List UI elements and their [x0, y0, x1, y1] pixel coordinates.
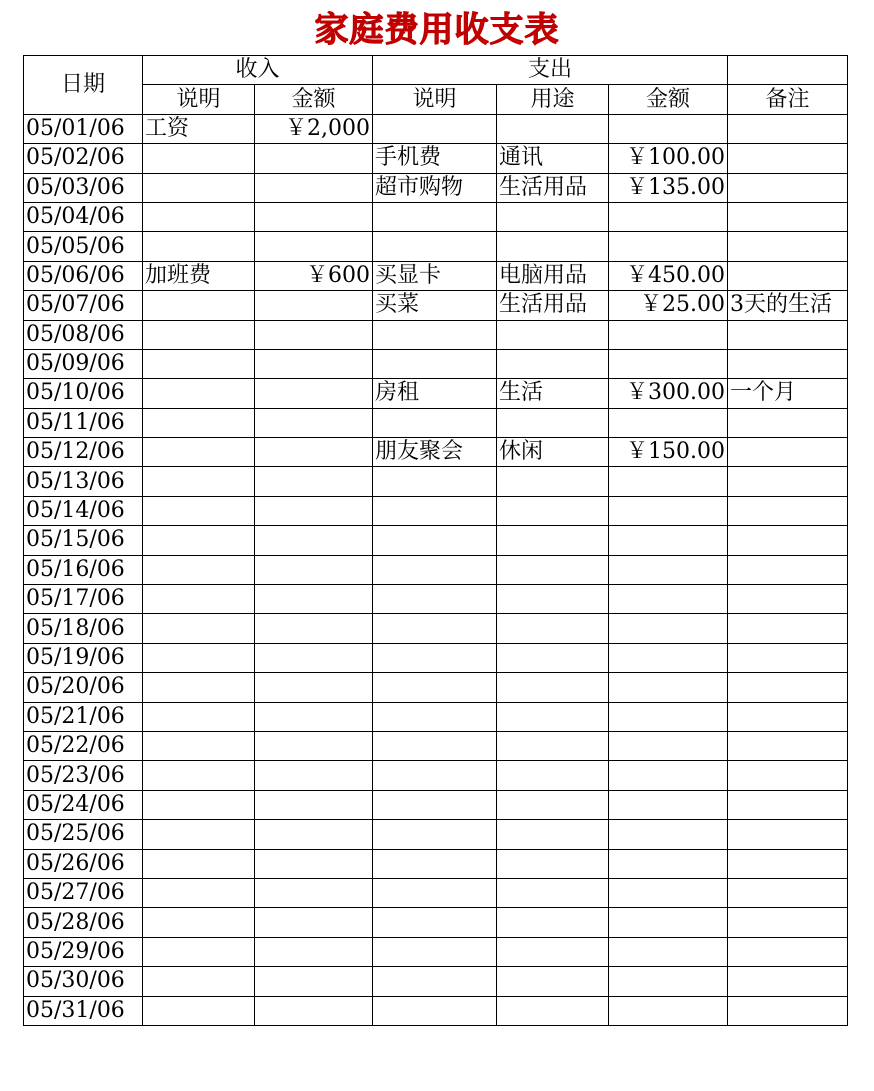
- header-income-desc[interactable]: 说明: [143, 85, 255, 114]
- expense-amount-cell[interactable]: [609, 731, 728, 760]
- expense-amount-cell[interactable]: [609, 996, 728, 1025]
- date-cell[interactable]: 05/21/06: [24, 702, 143, 731]
- date-cell[interactable]: 05/13/06: [24, 467, 143, 496]
- note-cell[interactable]: [728, 967, 848, 996]
- table-row: [24, 937, 848, 966]
- expense-amount-cell[interactable]: [609, 702, 728, 731]
- expense-use-cell[interactable]: [497, 702, 609, 731]
- date-cell[interactable]: 05/09/06: [24, 349, 143, 378]
- income-desc-cell[interactable]: 工资: [143, 114, 255, 143]
- table-row: [24, 173, 848, 202]
- table-row: [24, 320, 848, 349]
- date-cell[interactable]: 05/30/06: [24, 967, 143, 996]
- note-cell[interactable]: [728, 173, 848, 202]
- expense-desc-cell[interactable]: [373, 643, 497, 672]
- header-expense-use[interactable]: 用途: [497, 85, 609, 114]
- expense-desc-cell[interactable]: [373, 761, 497, 790]
- table-row: [24, 614, 848, 643]
- table-row: [24, 261, 848, 290]
- note-cell[interactable]: [728, 467, 848, 496]
- income-amount-cell[interactable]: [255, 673, 373, 702]
- expense-amount-cell[interactable]: [609, 320, 728, 349]
- table-row: [24, 114, 848, 143]
- note-cell[interactable]: [728, 114, 848, 143]
- expense-use-cell[interactable]: [497, 937, 609, 966]
- expense-use-cell[interactable]: [497, 820, 609, 849]
- table-row: [24, 996, 848, 1025]
- date-cell[interactable]: 05/08/06: [24, 320, 143, 349]
- note-cell[interactable]: [728, 702, 848, 731]
- income-amount-cell[interactable]: [255, 467, 373, 496]
- table-row: [24, 555, 848, 584]
- income-amount-cell[interactable]: [255, 555, 373, 584]
- date-cell[interactable]: 05/17/06: [24, 585, 143, 614]
- expense-amount-cell[interactable]: ￥100.00: [609, 144, 728, 173]
- expense-use-cell[interactable]: [497, 967, 609, 996]
- income-amount-cell[interactable]: [255, 585, 373, 614]
- table-row: [24, 731, 848, 760]
- header-row-sub: [24, 85, 848, 114]
- income-desc-cell[interactable]: [143, 996, 255, 1025]
- expense-amount-cell[interactable]: [609, 643, 728, 672]
- header-note[interactable]: 备注: [728, 85, 848, 114]
- income-desc-cell[interactable]: [143, 820, 255, 849]
- expense-amount-cell[interactable]: [609, 114, 728, 143]
- table-row: [24, 849, 848, 878]
- note-cell[interactable]: [728, 496, 848, 525]
- header-expense[interactable]: 支出: [373, 56, 728, 85]
- expense-desc-cell[interactable]: 买菜: [373, 291, 497, 320]
- expense-amount-cell[interactable]: [609, 526, 728, 555]
- income-amount-cell[interactable]: [255, 790, 373, 819]
- expense-use-cell[interactable]: [497, 585, 609, 614]
- date-cell[interactable]: 05/28/06: [24, 908, 143, 937]
- expense-desc-cell[interactable]: [373, 467, 497, 496]
- income-amount-cell[interactable]: [255, 849, 373, 878]
- date-cell[interactable]: 05/10/06: [24, 379, 143, 408]
- date-cell[interactable]: 05/01/06: [24, 114, 143, 143]
- income-desc-cell[interactable]: [143, 849, 255, 878]
- expense-desc-cell[interactable]: [373, 673, 497, 702]
- income-desc-cell[interactable]: [143, 467, 255, 496]
- note-cell[interactable]: [728, 526, 848, 555]
- table-row: [24, 908, 848, 937]
- date-cell[interactable]: 05/02/06: [24, 144, 143, 173]
- expense-desc-cell[interactable]: [373, 849, 497, 878]
- income-amount-cell[interactable]: [255, 643, 373, 672]
- expense-amount-cell[interactable]: [609, 614, 728, 643]
- income-amount-cell[interactable]: [255, 173, 373, 202]
- income-amount-cell[interactable]: [255, 761, 373, 790]
- income-amount-cell[interactable]: [255, 496, 373, 525]
- expense-use-cell[interactable]: [497, 614, 609, 643]
- expense-desc-cell[interactable]: [373, 114, 497, 143]
- income-amount-cell[interactable]: [255, 702, 373, 731]
- table-row: [24, 585, 848, 614]
- table-row: [24, 673, 848, 702]
- expense-amount-cell[interactable]: [609, 555, 728, 584]
- note-cell[interactable]: [728, 790, 848, 819]
- expense-desc-cell[interactable]: 买显卡: [373, 261, 497, 290]
- table-row: [24, 232, 848, 261]
- expense-desc-cell[interactable]: [373, 937, 497, 966]
- income-amount-cell[interactable]: [255, 996, 373, 1025]
- income-amount-cell[interactable]: [255, 731, 373, 760]
- date-cell[interactable]: 05/07/06: [24, 291, 143, 320]
- income-desc-cell[interactable]: [143, 144, 255, 173]
- expense-amount-cell[interactable]: [609, 761, 728, 790]
- expense-desc-cell[interactable]: [373, 790, 497, 819]
- expense-amount-cell[interactable]: [609, 849, 728, 878]
- income-desc-cell[interactable]: [143, 614, 255, 643]
- note-cell[interactable]: [728, 555, 848, 584]
- note-cell[interactable]: [728, 937, 848, 966]
- date-cell[interactable]: 05/11/06: [24, 408, 143, 437]
- expense-use-cell[interactable]: [497, 790, 609, 819]
- expense-use-cell[interactable]: [497, 467, 609, 496]
- date-cell[interactable]: 05/19/06: [24, 643, 143, 672]
- income-amount-cell[interactable]: ￥2,000: [255, 114, 373, 143]
- date-cell[interactable]: 05/04/06: [24, 202, 143, 231]
- expense-use-cell[interactable]: [497, 496, 609, 525]
- expense-amount-cell[interactable]: [609, 585, 728, 614]
- table-row: [24, 702, 848, 731]
- table-row: [24, 820, 848, 849]
- table-row: [24, 496, 848, 525]
- expense-amount-cell[interactable]: ￥25.00: [609, 291, 728, 320]
- expense-desc-cell[interactable]: [373, 908, 497, 937]
- income-desc-cell[interactable]: [143, 878, 255, 907]
- expense-amount-cell[interactable]: ￥450.00: [609, 261, 728, 290]
- note-cell[interactable]: [728, 849, 848, 878]
- expense-desc-cell[interactable]: [373, 320, 497, 349]
- note-cell[interactable]: [728, 761, 848, 790]
- expense-use-cell[interactable]: [497, 408, 609, 437]
- expense-desc-cell[interactable]: [373, 820, 497, 849]
- income-desc-cell[interactable]: [143, 291, 255, 320]
- income-amount-cell[interactable]: [255, 291, 373, 320]
- note-cell[interactable]: [728, 643, 848, 672]
- table-row: [24, 467, 848, 496]
- expense-amount-cell[interactable]: [609, 673, 728, 702]
- table-row: [24, 438, 848, 467]
- table-row: [24, 291, 848, 320]
- income-desc-cell[interactable]: [143, 643, 255, 672]
- expense-desc-cell[interactable]: 朋友聚会: [373, 438, 497, 467]
- income-amount-cell[interactable]: [255, 908, 373, 937]
- date-cell[interactable]: 05/24/06: [24, 790, 143, 819]
- expense-desc-cell[interactable]: [373, 585, 497, 614]
- note-cell[interactable]: [728, 408, 848, 437]
- expense-amount-cell[interactable]: ￥300.00: [609, 379, 728, 408]
- income-desc-cell[interactable]: [143, 379, 255, 408]
- expense-amount-cell[interactable]: [609, 467, 728, 496]
- header-income[interactable]: 收入: [143, 56, 373, 85]
- expense-amount-cell[interactable]: [609, 202, 728, 231]
- expense-use-cell[interactable]: 通讯: [497, 144, 609, 173]
- expense-amount-cell[interactable]: [609, 937, 728, 966]
- expense-desc-cell[interactable]: [373, 996, 497, 1025]
- income-amount-cell[interactable]: [255, 408, 373, 437]
- note-cell[interactable]: [728, 144, 848, 173]
- expense-desc-cell[interactable]: 房租: [373, 379, 497, 408]
- expense-desc-cell[interactable]: [373, 202, 497, 231]
- expense-use-cell[interactable]: 生活: [497, 379, 609, 408]
- income-amount-cell[interactable]: [255, 438, 373, 467]
- note-cell[interactable]: [728, 878, 848, 907]
- expense-desc-cell[interactable]: [373, 731, 497, 760]
- expense-amount-cell[interactable]: [609, 496, 728, 525]
- note-cell[interactable]: [728, 232, 848, 261]
- table-row: [24, 643, 848, 672]
- income-desc-cell[interactable]: [143, 702, 255, 731]
- table-row: [24, 144, 848, 173]
- expense-desc-cell[interactable]: [373, 232, 497, 261]
- expense-desc-cell[interactable]: [373, 555, 497, 584]
- header-row-top: [24, 56, 848, 85]
- expense-use-cell[interactable]: [497, 643, 609, 672]
- table-row: [24, 790, 848, 819]
- date-cell[interactable]: 05/23/06: [24, 761, 143, 790]
- date-cell[interactable]: 05/26/06: [24, 849, 143, 878]
- expense-use-cell[interactable]: [497, 878, 609, 907]
- income-amount-cell[interactable]: [255, 878, 373, 907]
- income-desc-cell[interactable]: 加班费: [143, 261, 255, 290]
- income-desc-cell[interactable]: [143, 731, 255, 760]
- date-cell[interactable]: 05/29/06: [24, 937, 143, 966]
- expense-amount-cell[interactable]: ￥135.00: [609, 173, 728, 202]
- table-row: [24, 408, 848, 437]
- expense-desc-cell[interactable]: [373, 496, 497, 525]
- income-desc-cell[interactable]: [143, 173, 255, 202]
- income-desc-cell[interactable]: [143, 438, 255, 467]
- expense-use-cell[interactable]: [497, 731, 609, 760]
- expense-desc-cell[interactable]: [373, 702, 497, 731]
- expense-use-cell[interactable]: [497, 673, 609, 702]
- income-amount-cell[interactable]: [255, 937, 373, 966]
- expense-use-cell[interactable]: [497, 202, 609, 231]
- expense-use-cell[interactable]: [497, 996, 609, 1025]
- header-blank[interactable]: [728, 56, 848, 85]
- note-cell[interactable]: [728, 614, 848, 643]
- income-desc-cell[interactable]: [143, 408, 255, 437]
- expense-desc-cell[interactable]: [373, 349, 497, 378]
- expense-amount-cell[interactable]: [609, 820, 728, 849]
- note-cell[interactable]: [728, 261, 848, 290]
- expense-amount-cell[interactable]: ￥150.00: [609, 438, 728, 467]
- expense-table: [23, 55, 848, 1026]
- expense-use-cell[interactable]: [497, 232, 609, 261]
- date-cell[interactable]: 05/20/06: [24, 673, 143, 702]
- income-desc-cell[interactable]: [143, 232, 255, 261]
- header-expense-desc[interactable]: 说明: [373, 85, 497, 114]
- income-amount-cell[interactable]: [255, 144, 373, 173]
- note-cell[interactable]: [728, 996, 848, 1025]
- expense-desc-cell[interactable]: [373, 878, 497, 907]
- note-cell[interactable]: [728, 349, 848, 378]
- note-cell[interactable]: [728, 731, 848, 760]
- table-row: [24, 761, 848, 790]
- date-cell[interactable]: 05/27/06: [24, 878, 143, 907]
- expense-amount-cell[interactable]: [609, 408, 728, 437]
- income-desc-cell[interactable]: [143, 320, 255, 349]
- header-date[interactable]: 日期: [24, 56, 143, 115]
- note-cell[interactable]: [728, 202, 848, 231]
- date-cell[interactable]: 05/31/06: [24, 996, 143, 1025]
- expense-desc-cell[interactable]: [373, 408, 497, 437]
- table-row: [24, 878, 848, 907]
- expense-use-cell[interactable]: [497, 849, 609, 878]
- date-cell[interactable]: 05/18/06: [24, 614, 143, 643]
- date-cell[interactable]: 05/22/06: [24, 731, 143, 760]
- income-amount-cell[interactable]: [255, 614, 373, 643]
- income-desc-cell[interactable]: [143, 349, 255, 378]
- date-cell[interactable]: 05/15/06: [24, 526, 143, 555]
- income-amount-cell[interactable]: [255, 967, 373, 996]
- expense-use-cell[interactable]: [497, 349, 609, 378]
- expense-use-cell[interactable]: [497, 555, 609, 584]
- income-amount-cell[interactable]: [255, 320, 373, 349]
- expense-use-cell[interactable]: [497, 320, 609, 349]
- expense-amount-cell[interactable]: [609, 790, 728, 819]
- date-cell[interactable]: 05/14/06: [24, 496, 143, 525]
- income-amount-cell[interactable]: [255, 526, 373, 555]
- expense-amount-cell[interactable]: [609, 878, 728, 907]
- table-row: [24, 967, 848, 996]
- income-amount-cell[interactable]: [255, 379, 373, 408]
- note-cell[interactable]: [728, 438, 848, 467]
- expense-amount-cell[interactable]: [609, 232, 728, 261]
- note-cell[interactable]: 3天的生活: [728, 291, 848, 320]
- note-cell[interactable]: 一个月: [728, 379, 848, 408]
- table-row: [24, 526, 848, 555]
- expense-use-cell[interactable]: 休闲: [497, 438, 609, 467]
- income-desc-cell[interactable]: [143, 496, 255, 525]
- expense-use-cell[interactable]: 电脑用品: [497, 261, 609, 290]
- expense-use-cell[interactable]: [497, 114, 609, 143]
- expense-desc-cell[interactable]: [373, 614, 497, 643]
- note-cell[interactable]: [728, 320, 848, 349]
- expense-amount-cell[interactable]: [609, 967, 728, 996]
- note-cell[interactable]: [728, 673, 848, 702]
- expense-amount-cell[interactable]: [609, 349, 728, 378]
- income-desc-cell[interactable]: [143, 937, 255, 966]
- income-desc-cell[interactable]: [143, 790, 255, 819]
- header-expense-amount[interactable]: 金额: [609, 85, 728, 114]
- note-cell[interactable]: [728, 585, 848, 614]
- date-cell[interactable]: 05/16/06: [24, 555, 143, 584]
- expense-desc-cell[interactable]: [373, 526, 497, 555]
- date-cell[interactable]: 05/25/06: [24, 820, 143, 849]
- header-income-amount[interactable]: 金额: [255, 85, 373, 114]
- sheet-title: 家庭费用收支表: [314, 10, 560, 50]
- table-row: [24, 202, 848, 231]
- date-cell[interactable]: 05/05/06: [24, 232, 143, 261]
- expense-use-cell[interactable]: 生活用品: [497, 291, 609, 320]
- expense-use-cell[interactable]: [497, 526, 609, 555]
- income-desc-cell[interactable]: [143, 967, 255, 996]
- income-amount-cell[interactable]: ￥600: [255, 261, 373, 290]
- income-desc-cell[interactable]: [143, 908, 255, 937]
- income-amount-cell[interactable]: [255, 349, 373, 378]
- expense-use-cell[interactable]: [497, 761, 609, 790]
- expense-amount-cell[interactable]: [609, 908, 728, 937]
- expense-use-cell[interactable]: 生活用品: [497, 173, 609, 202]
- income-desc-cell[interactable]: [143, 673, 255, 702]
- date-cell[interactable]: 05/06/06: [24, 261, 143, 290]
- income-desc-cell[interactable]: [143, 761, 255, 790]
- income-desc-cell[interactable]: [143, 202, 255, 231]
- date-cell[interactable]: 05/12/06: [24, 438, 143, 467]
- expense-use-cell[interactable]: [497, 908, 609, 937]
- expense-desc-cell[interactable]: 手机费: [373, 144, 497, 173]
- note-cell[interactable]: [728, 820, 848, 849]
- income-amount-cell[interactable]: [255, 232, 373, 261]
- income-desc-cell[interactable]: [143, 555, 255, 584]
- income-desc-cell[interactable]: [143, 526, 255, 555]
- table-row: [24, 379, 848, 408]
- expense-desc-cell[interactable]: 超市购物: [373, 173, 497, 202]
- expense-desc-cell[interactable]: [373, 967, 497, 996]
- date-cell[interactable]: 05/03/06: [24, 173, 143, 202]
- income-desc-cell[interactable]: [143, 585, 255, 614]
- note-cell[interactable]: [728, 908, 848, 937]
- table-row: [24, 349, 848, 378]
- income-amount-cell[interactable]: [255, 820, 373, 849]
- income-amount-cell[interactable]: [255, 202, 373, 231]
